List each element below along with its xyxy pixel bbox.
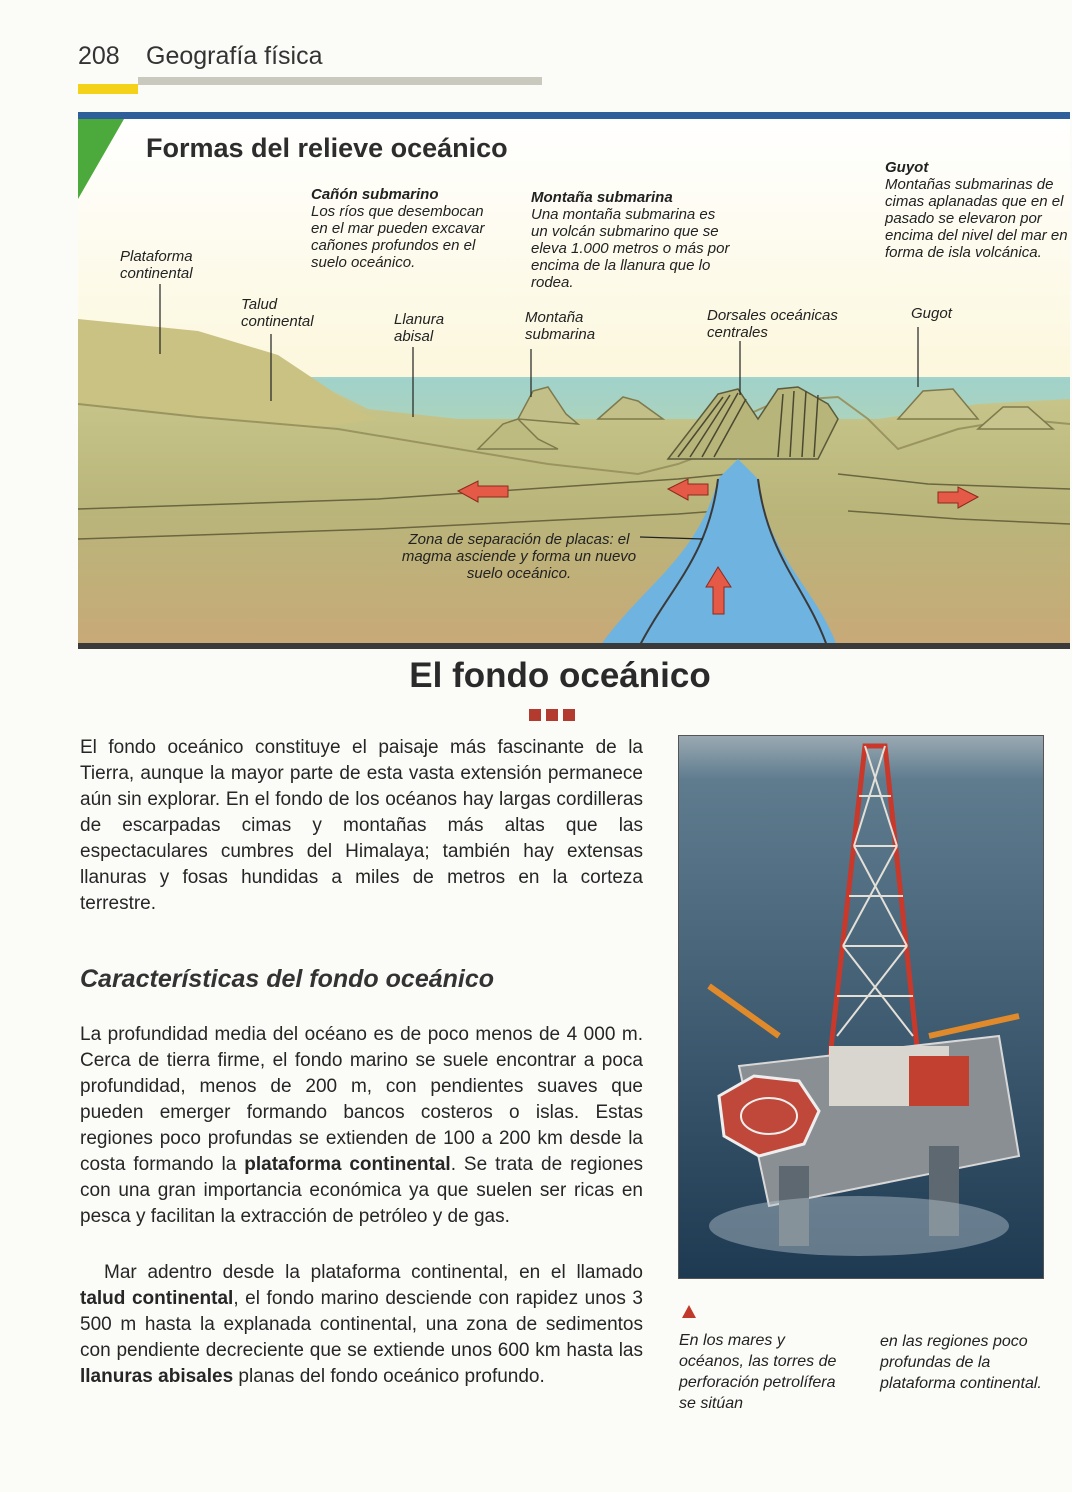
term-llanuras: llanuras abisales: [80, 1366, 234, 1387]
label-dorsales: Dorsales oceánicas centrales: [707, 307, 838, 341]
header-rule: [138, 77, 542, 85]
label-plataforma-continental: Plataforma continental: [120, 248, 193, 282]
header-accent-bar: [78, 84, 138, 94]
note-canon: [311, 186, 491, 271]
page-number: 208: [78, 42, 120, 70]
note-canon-text: Los ríos que desembocan en el mar pueden excavar cañones profundos en el suelo oceánico.: [311, 203, 485, 271]
term-plataforma: plataforma continental: [244, 1154, 451, 1175]
section-title: Geografía física: [146, 42, 323, 70]
label-zona-separacion: Zona de separación de placas: el magma asciende y forma un nuevo suelo oceánico.: [401, 531, 637, 582]
p1-text-a: La profundidad media del océano es de poco menos de 4 000 m. Cerca de tierra firme, el fondo marino se suele encontrar a poca profundidad, menos de 200 m, con pendientes suaves que pueden emerger formando bancos costeros o islas. Estas regiones poco profundas se extienden de 100 a 200 km desde la costa formando la: [80, 1024, 643, 1175]
diagram-title: Formas del relieve oceánico: [146, 133, 508, 163]
oil-rig-photo: [678, 735, 1044, 1279]
caption-col-1: En los mares y océanos, las torres de perforación petrolífera se sitúan: [679, 1332, 837, 1412]
term-talud: talud continental: [80, 1288, 234, 1309]
note-guyot-text: Montañas submarinas de cimas aplanadas que en el pasado se elevaron por encima del nivel del mar en forma de isla volcánica.: [885, 176, 1068, 261]
paragraph-2: [80, 1260, 643, 1390]
intro-paragraph: El fondo oceánico constituye el paisaje más fascinante de la Tierra, aunque la mayor parte de esta vasta extensión permanece aún sin explorar. En el fondo de los océanos hay largas cordilleras de escarpadas cimas y montañas más altas que las espectaculares cumbres del Himalaya; también hay extensas llanuras y fosas hundidas a miles de metros en la corteza terrestre.: [80, 737, 643, 914]
article-title: El fondo oceánico: [409, 656, 711, 695]
p2-text-e: planas del fondo oceánico profundo.: [233, 1366, 545, 1387]
label-talud-continental: Talud continental: [241, 296, 314, 330]
p2-text-c: , el fondo marino desciende con rapidez unos 3 500 m hasta la explanada continental, una zona de sedimentos con pendiente decreciente que se extiende unos 600 km hasta las: [80, 1288, 644, 1361]
note-montana-title: Montaña submarina: [531, 189, 673, 206]
paragraph-1: [80, 1022, 643, 1230]
note-canon-title: Cañón submarino: [311, 186, 439, 203]
caption-marker-icon: [682, 1305, 696, 1318]
diagram-top-rule: [78, 112, 1070, 119]
subtitle: Características del fondo oceánico: [80, 965, 495, 993]
label-gugot: Gugot: [911, 305, 952, 322]
note-guyot: [885, 159, 1069, 261]
caption-col-2: en las regiones poco profundas de la plataforma continental.: [880, 1333, 1042, 1392]
note-montana-text: Una montaña submarina es un volcán submarino que se eleva 1.000 metros o más por encima de la llanura que lo rodea.: [531, 206, 730, 291]
note-montana: [531, 189, 731, 291]
label-llanura-abisal: Llanura abisal: [394, 311, 445, 345]
title-ornament: [529, 708, 580, 726]
note-guyot-title: Guyot: [885, 159, 929, 176]
label-montana-submarina: Montaña submarina: [525, 309, 596, 343]
p2-text-a: Mar adentro desde la plataforma continental, en el llamado: [104, 1262, 643, 1283]
p1-text-c: . Se trata de regiones con una gran importancia económica ya que suelen ser ricas en pesca y facilitan la extracción de petróleo y de gas.: [80, 1154, 644, 1227]
